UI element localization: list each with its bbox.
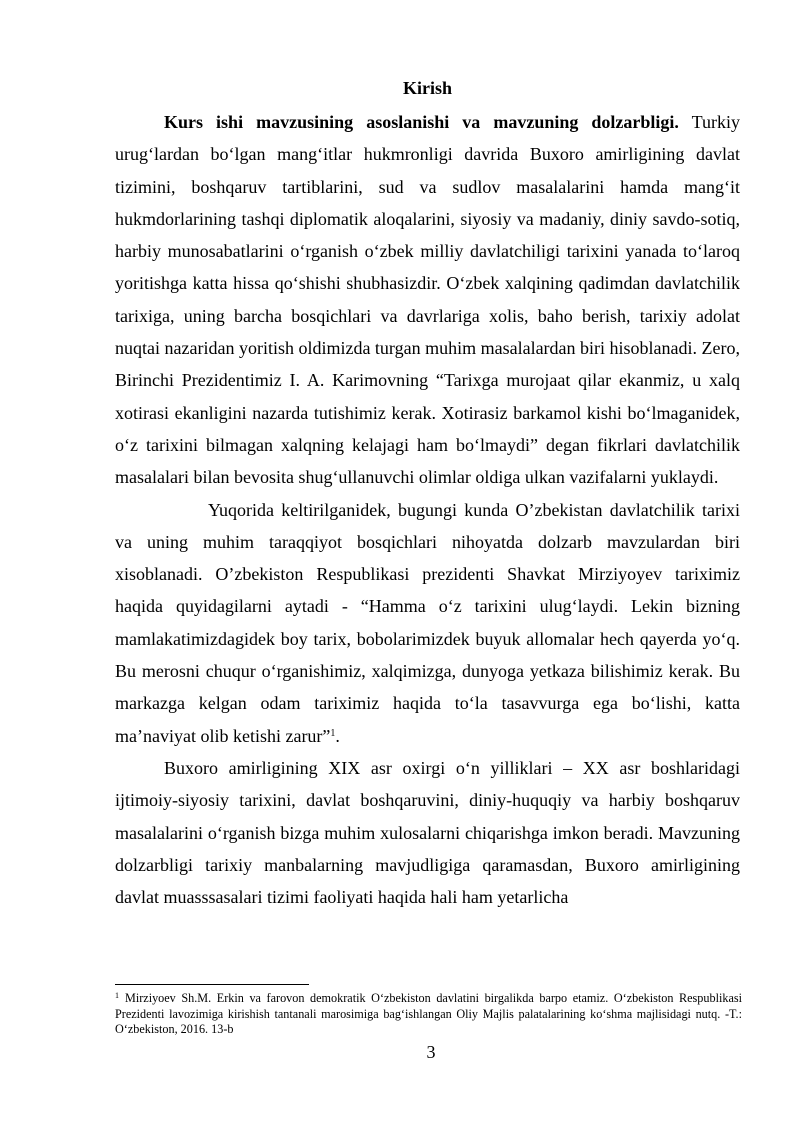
footnote-divider	[115, 984, 309, 985]
body-text	[115, 72, 740, 913]
paragraph-bukhara-history	[115, 752, 740, 913]
footnote-reference[interactable]: 1	[330, 727, 336, 739]
footnote-marker: 1	[115, 991, 119, 1000]
footnote-text: Mirziyoev Sh.M. Erkin va farovon demokratik O‘zbekiston davlatini birgalikda barpo etamiz. O‘zbekiston Respublikasi Prezidenti lavozimiga kirishish tantanali marosimiga bag‘ishlangan Oliy Majlis palatalarining ko‘shma majlisidagi nutq. -T.: O‘zbekiston, 2016. 13-b	[115, 991, 742, 1036]
paragraph-lead: Kurs ishi mavzusining asoslanishi va mavzuning dolzarbligi.	[164, 112, 679, 132]
paragraph-text: Buxoro amirligining XIX asr oxirgi o‘n yilliklari – XX asr boshlaridagi ijtimoiy-siyosiy tarixini, davlat boshqaruvini, diniy-huquqiy va harbiy boshqaruv masalalarini o‘rganish bizga muhim xulosalarni chiqarishga imkon beradi. Mavzuning dolzarbligi tarixiy manbalarning mavjudligiga qaramasdan, Buxoro amirligining davlat muasssasalari tizimi faoliyati haqida hali ham yetarlicha	[115, 757, 740, 908]
paragraph-president-quote	[115, 494, 740, 752]
paragraph-relevance	[115, 106, 740, 494]
footnote	[115, 991, 742, 1038]
paragraph-text: Turkiy urug‘lardan bo‘lgan mang‘itlar hukmronligi davrida Buxoro amirligining davlat tizimini, boshqaruv tartiblarini, sud va sudlov masalalarini hamda mang‘it hukmdorlarining tashqi diplomatik aloqalarini, siyosiy va madaniy, diniy savdo-sotiq, harbiy munosabatlarini o‘rganish o‘zbek milliy davlatchiligi tarixini yanada to‘laroq yoritishga katta hissa qo‘shishi shubhasizdir. O‘zbek xalqining qadimdan davlatchilik tarixiga, uning barcha bosqichlari va davrlariga xolis, baho berish, tarixiy adolat nuqtai nazaridan yoritish oldimizda turgan muhim masalalardan biri hisoblanadi. Zero, Birinchi Prezidentimiz I. A. Karimovning “Tarixga murojaat qilar ekanmiz, u xalq xotirasi ekanligini nazarda tutishimiz kerak. Xotirasiz barkamol kishi bo‘lmaganidek, o‘z tarixini bilmagan xalqning kelajagi ham bo‘lmaydi” degan fikrlari davlatchilik masalalari bilan bevosita shug‘ullanuvchi olimlar oldiga ulkan vazifalarni yuklaydi.	[115, 112, 740, 488]
section-heading: Kirish	[402, 78, 452, 98]
paragraph-text: Yuqorida keltirilganidek, bugungi kunda O’zbekistan davlatchilik tarixi va uning muhim taraqqiyot bosqichlari nihoyatda dolzarb mavzulardan biri xisoblanadi. O’zbekiston Respublikasi prezidenti Shavkat Mirziyoyev tariximiz haqida quyidagilarni aytadi - “Hamma o‘z tarixini ulug‘laydi. Lekin bizning mamlakatimizdagidek boy tarix, bobolarimizdek buyuk allomalar hech qayerda yo‘q. Bu merosni chuqur o‘rganishimiz, xalqimizga, dunyoga yetkaza bilishimiz kerak. Bu markazga kelgan odam tariximiz haqida to‘la tasavvurga ega bo‘lishi, katta ma’naviyat olib ketishi zarur”	[115, 499, 740, 746]
page-number: 3	[426, 1042, 436, 1062]
paragraph-tail: .	[335, 725, 340, 746]
